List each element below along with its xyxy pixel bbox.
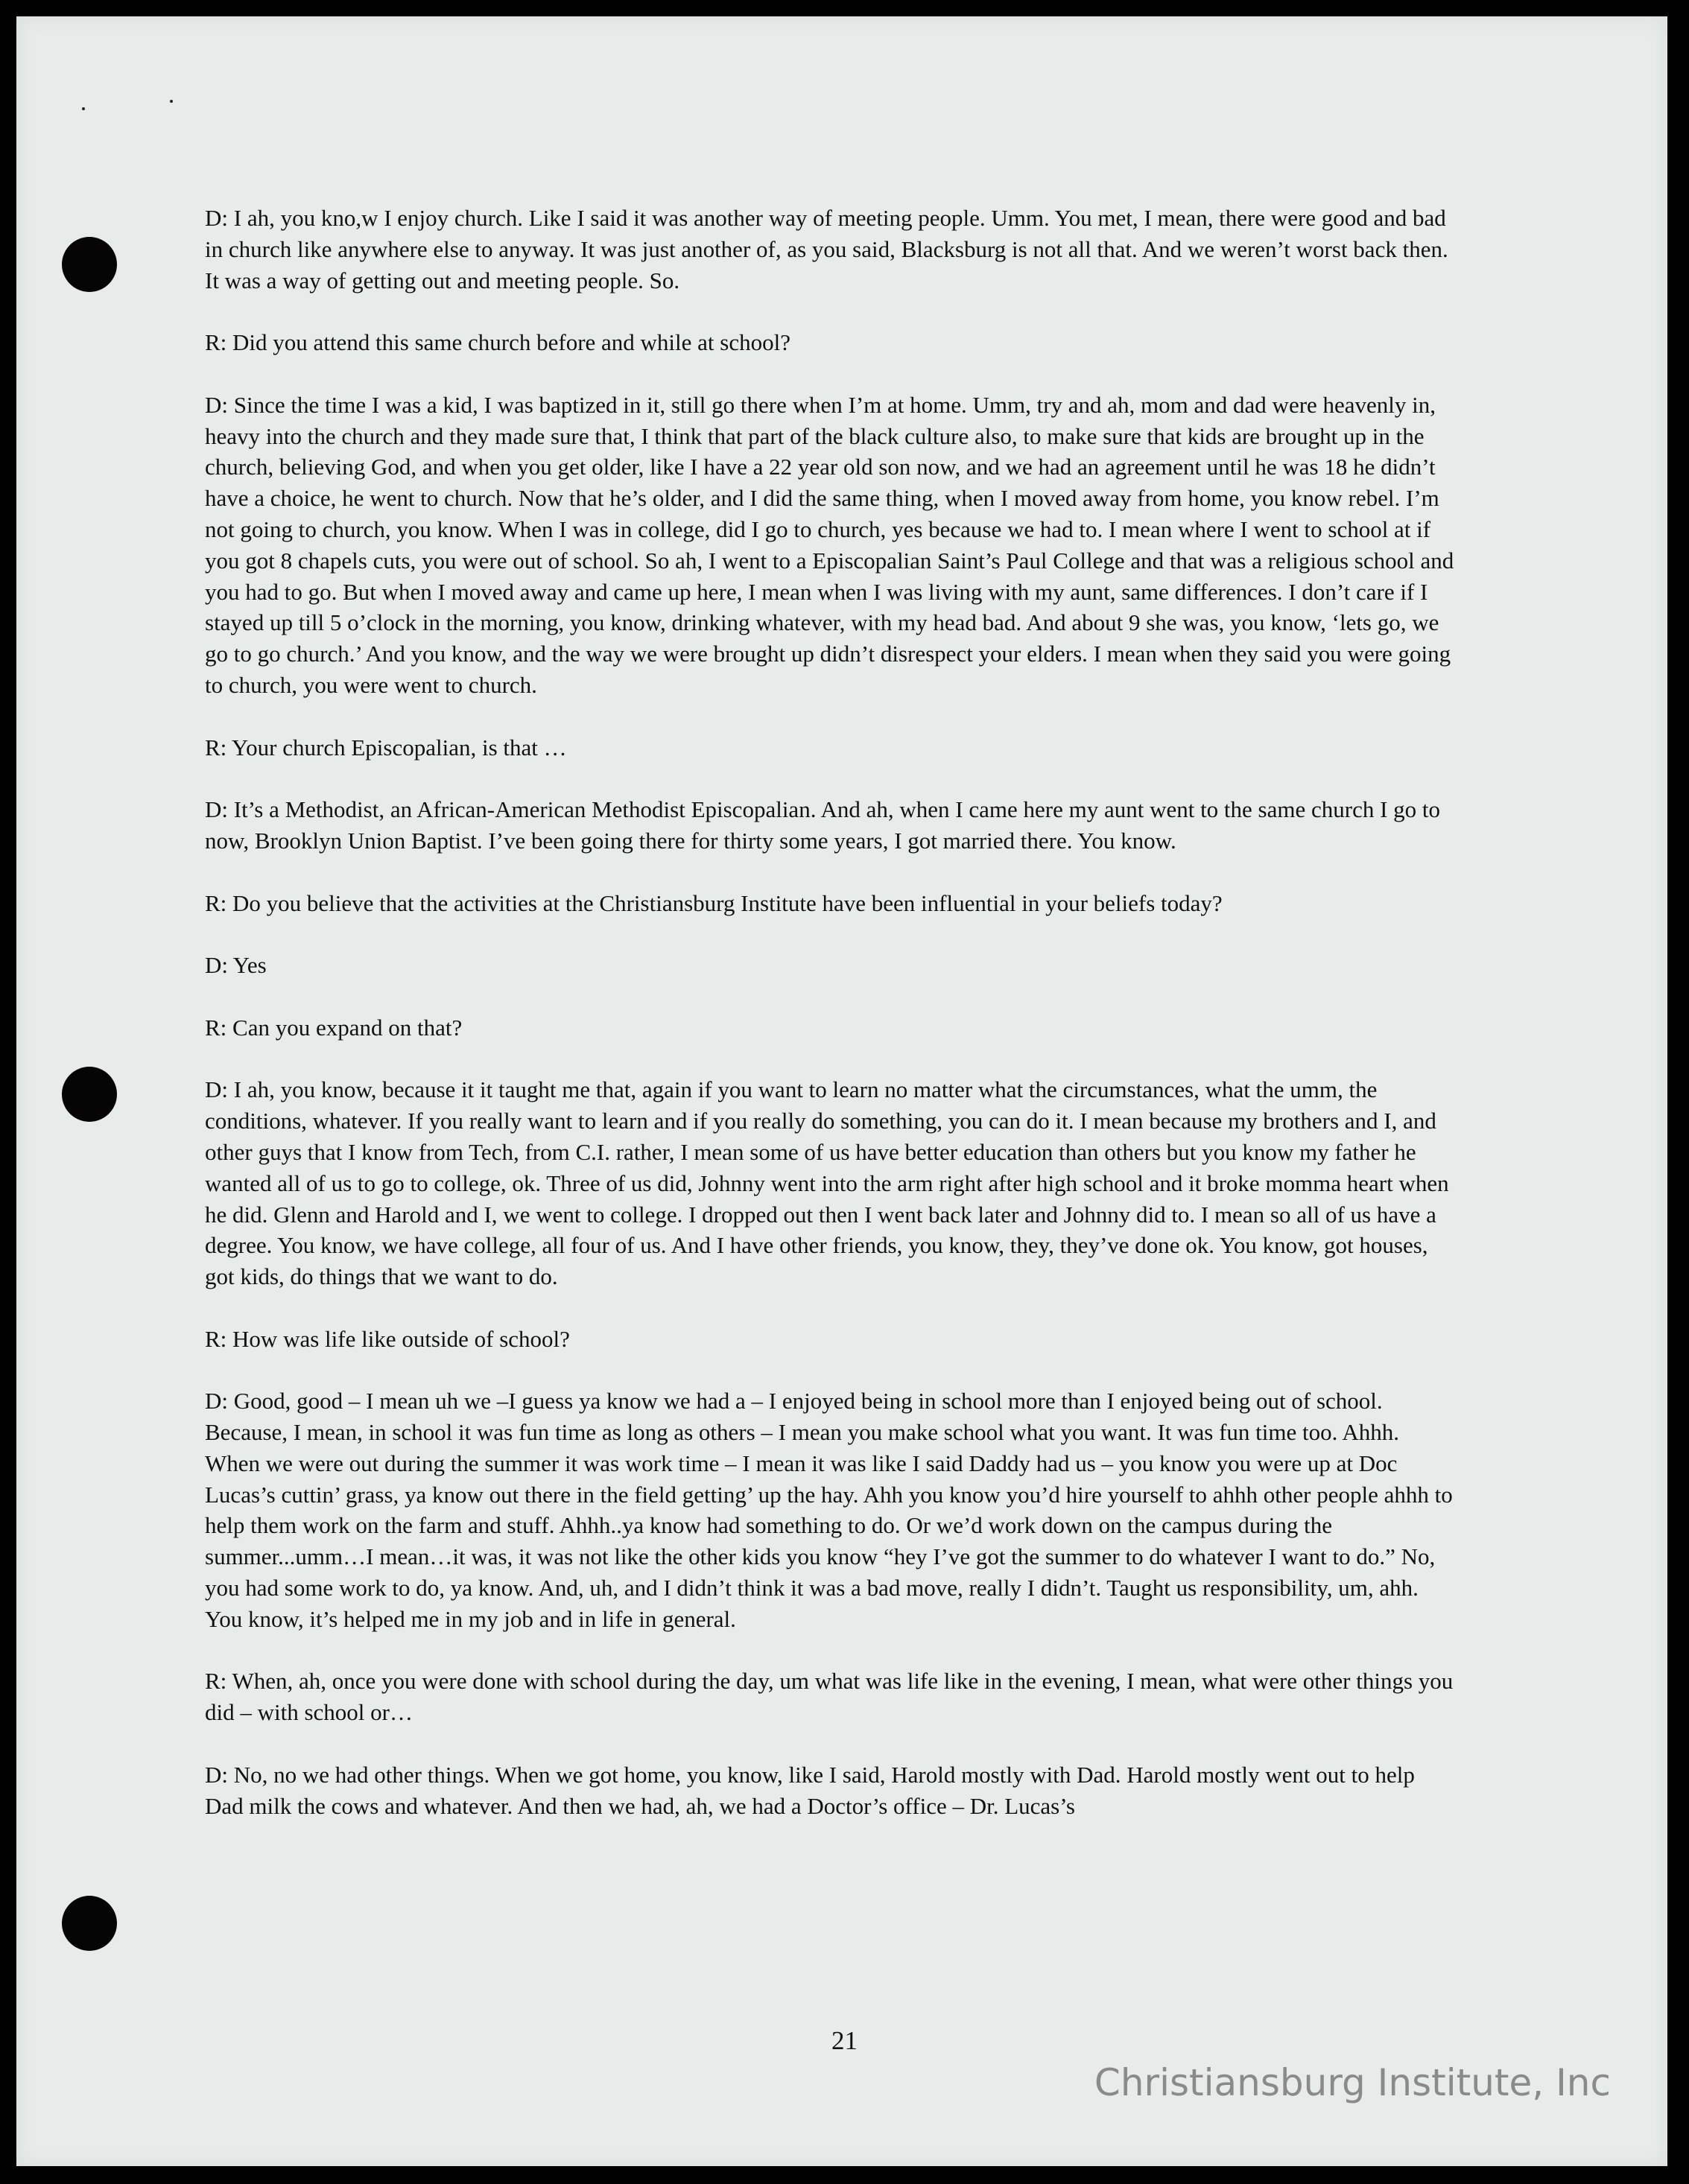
transcript-paragraph: R: Can you expand on that? [205, 1014, 463, 1041]
transcript-paragraph: R: How was life like outside of school? [205, 1325, 570, 1352]
punch-hole-middle [62, 1067, 117, 1122]
transcript-paragraph: R: When, ah, once you were done with school during the day, um what was life like in the evening, I mean, what were other things you did – with school or… [205, 1668, 1454, 1726]
transcript-paragraph: D: No, no we had other things. When we got home, you know, like I said, Harold mostly with Dad. Harold mostly went out to help Dad milk the cows and whatever. And then we had, ah, we had a Doctor’s office – Dr. Lucas’s [205, 1761, 1415, 1819]
transcript-paragraph: D: I ah, you kno,w I enjoy church. Like I said it was another way of meeting people. Umm. You met, I mean, there were good and bad in church like anywhere else to anyway. It was just another of, as you said, Blacksburg is not all that. And we weren’t worst back then. It was a way of getting out and meeting people. So. [205, 205, 1448, 293]
paper-speck [82, 107, 85, 110]
transcript-paragraph: D: Since the time I was a kid, I was baptized in it, still go there when I’m at home. Umm, try and ah, mom and dad were heavenly in, heavy into the church and they made sure that, I think that part of the black culture also, to make sure that kids are brought up in the church, believing God, and when you get older, like I have a 22 year old son now, and we had an agreement until he was 18 he didn’t have a choice, he went to church. Now that he’s older, and I did the same thing, when I moved away from home, you know rebel. I’m not going to church, you know. When I was in college, did I go to church, yes because we had to. I mean where I went to school at if you got 8 chapels cuts, you were out of school. So ah, I went to a Episcopalian Saint’s Paul College and that was a religious school and you had to go. But when I moved away and came up here, I mean when I was living with my aunt, same differences. I don’t care if I stayed up till 5 o’clock in the morning, you know, drinking whatever, with my head bad. And about 9 she was, you know, ‘lets go, we go to go church.’ And you know, and the way we were brought up didn’t disrespect your elders. I mean when they said you were going to church, you were went to church. [205, 391, 1454, 698]
transcript-paragraph: D: Yes [205, 952, 267, 979]
punch-hole-bottom [62, 1896, 117, 1951]
transcript-paragraph: R: Your church Episcopalian, is that … [205, 734, 567, 761]
paper-speck [170, 100, 173, 103]
interview-transcript [205, 203, 1457, 1853]
transcript-paragraph: R: Do you believe that the activities at the Christiansburg Institute have been influential in your beliefs today? [205, 889, 1223, 916]
transcript-paragraph: R: Did you attend this same church before and while at school? [205, 329, 790, 356]
punch-hole-top [62, 237, 117, 292]
watermark-text: Christiansburg Institute, Inc [1094, 2061, 1611, 2104]
transcript-paragraph: D: It’s a Methodist, an African-American Methodist Episcopalian. And ah, when I came here my aunt went to the same church I go to now, Brooklyn Union Baptist. I’ve been going there for thirty some years, I got married there. You know. [205, 796, 1441, 854]
page-number: 21 [831, 2026, 858, 2055]
transcript-paragraph: D: Good, good – I mean uh we –I guess ya know we had a – I enjoyed being in school more than I enjoyed being out of school. Because, I mean, in school it was fun time as long as others – I mean you make school what you want. It was fun time too. Ahhh. When we were out during the summer it was work time – I mean it was like I said Daddy had us – you know you were up at Doc Lucas’s cuttin’ grass, ya know out there in the field getting’ up the hay. Ahh you know you’d hire yourself to ahhh other people ahhh to help them work on the farm and stuff. Ahhh..ya know had something to do. Or we’d work down on the campus during the summer...umm…I mean…it was, it was not like the other kids you know “hey I’ve got the summer to do whatever I want to do.” No, you had some work to do, ya know. And, uh, and I didn’t think it was a bad move, really I didn’t. Taught us responsibility, um, ahh. You know, it’s helped me in my job and in life in general. [205, 1388, 1453, 1632]
transcript-paragraph: D: I ah, you know, because it it taught me that, again if you want to learn no matter what the circumstances, what the umm, the conditions, whatever. If you really want to learn and if you really do something, you can do it. I mean because my brothers and I, and other guys that I know from Tech, from C.I. rather, I mean some of us have better education than others but you know my father he wanted all of us to go to college, ok. Three of us did, Johnny went into the arm right after high school and it broke momma heart when he did. Glenn and Harold and I, we went to college. I dropped out then I went back later and Johnny did to. I mean so all of us have a degree. You know, we have college, all four of us. And I have other friends, you know, they, they’ve done ok. You know, got houses, got kids, do things that we want to do. [205, 1076, 1449, 1290]
